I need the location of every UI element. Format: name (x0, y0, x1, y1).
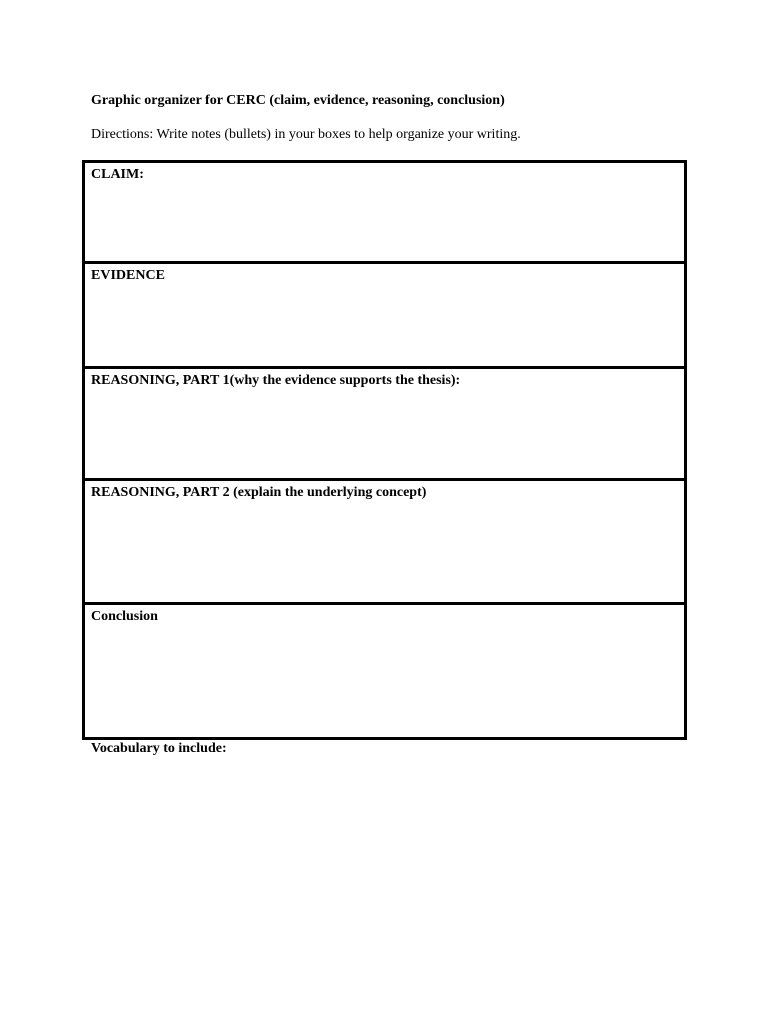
reasoning-part-2-box[interactable] (85, 481, 684, 605)
reasoning-part-1-box[interactable] (85, 369, 684, 481)
claim-box[interactable] (85, 163, 684, 264)
evidence-box[interactable] (85, 264, 684, 369)
claim-label: CLAIM: (91, 167, 144, 182)
evidence-label: EVIDENCE (91, 268, 165, 283)
cerc-organizer-table (82, 160, 687, 740)
conclusion-label: Conclusion (91, 609, 158, 624)
conclusion-box[interactable] (85, 605, 684, 737)
reasoning-part-2-label: REASONING, PART 2 (explain the underlying concept) (91, 485, 427, 500)
document-title: Graphic organizer for CERC (claim, evidence, reasoning, conclusion) (91, 93, 505, 108)
reasoning-part-1-label: REASONING, PART 1(why the evidence supports the thesis): (91, 373, 461, 388)
directions-text: Directions: Write notes (bullets) in your boxes to help organize your writing. (91, 127, 521, 142)
vocabulary-label: Vocabulary to include: (91, 741, 227, 756)
